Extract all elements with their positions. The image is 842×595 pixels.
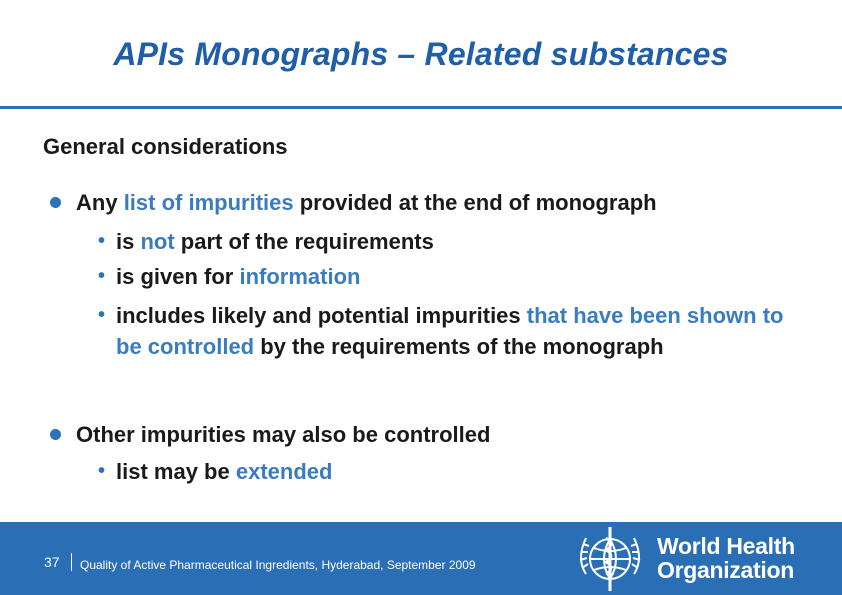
who-emblem-icon	[572, 524, 648, 594]
sub-bullet-dot-icon: •	[98, 265, 106, 287]
page-number: 37	[44, 554, 60, 570]
bullet-text: Any list of impurities provided at the end of monograph	[76, 190, 657, 215]
bullet-text: Other impurities may also be controlled	[76, 422, 491, 447]
org-name-line2: Organization	[657, 557, 794, 583]
who-wordmark	[657, 534, 795, 582]
sub-bullet-text: list may be extended	[116, 459, 333, 484]
bullet-dot-icon	[50, 197, 61, 208]
slide-footer	[0, 522, 842, 595]
sub-bullet-dot-icon: •	[98, 460, 106, 482]
highlight-text: information	[239, 264, 361, 289]
footer-caption: Quality of Active Pharmaceutical Ingredients, Hyderabad, September 2009	[80, 558, 476, 572]
highlight-text: extended	[235, 459, 333, 484]
highlight-text: that have been shown to be controlled	[116, 303, 784, 359]
slide-title: APIs Monographs – Related substances	[113, 36, 729, 72]
sub-bullet-text: is given for information	[116, 264, 361, 289]
sub-bullet-dot-icon: •	[98, 230, 106, 252]
sub-bullet-text: is not part of the requirements	[116, 229, 434, 254]
highlight-text: list of impurities	[123, 190, 294, 215]
bullet-dot-icon	[50, 429, 61, 440]
title-divider	[0, 106, 842, 109]
section-heading: General considerations	[43, 134, 288, 159]
page-number-divider	[71, 553, 72, 571]
highlight-text: not	[140, 229, 175, 254]
sub-bullet-text: includes likely and potential impurities that have been shown to be controlled by the requirements of the monograph	[116, 303, 784, 359]
org-name-line1: World Health	[657, 533, 795, 559]
sub-bullet-dot-icon: •	[98, 304, 106, 326]
